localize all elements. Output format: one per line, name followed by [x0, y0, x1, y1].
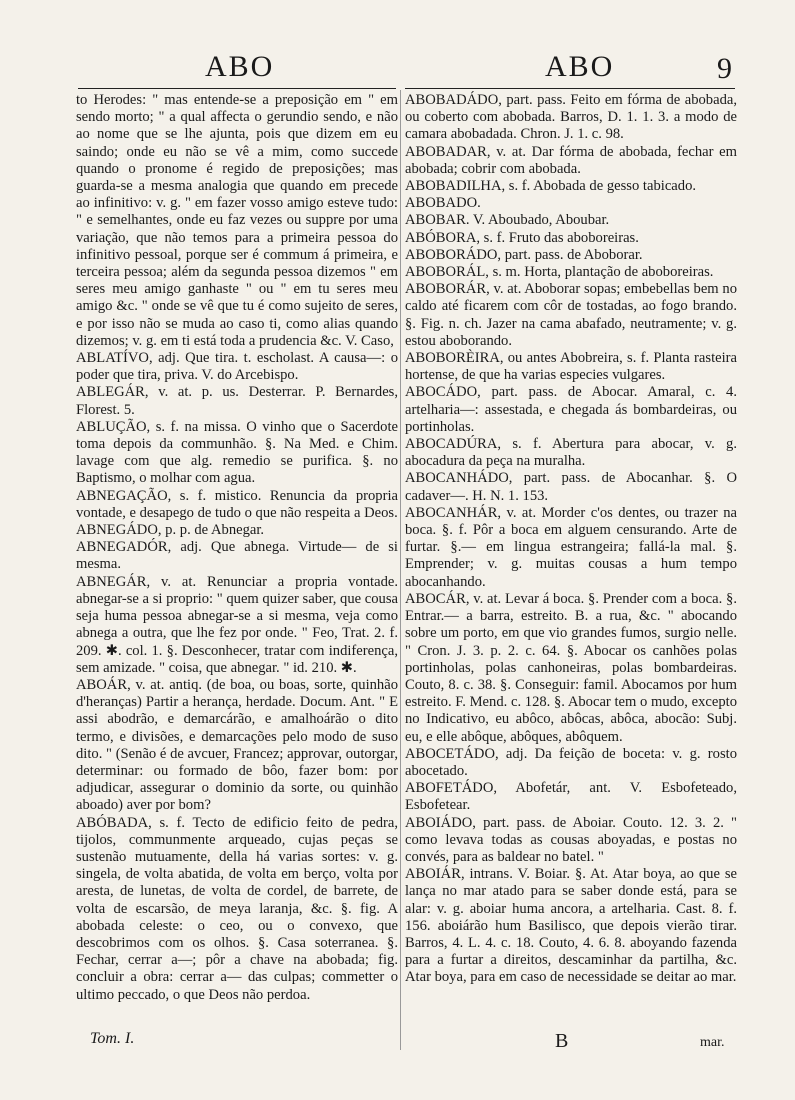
dictionary-entry: ABLATÍVO, adj. Que tira. t. escholast. A causa—: o poder que tira, priva. V. do Arcebispo.	[76, 350, 398, 384]
dictionary-entry: ABOCANHÁDO, part. pass. de Abocanhar. §. O cadaver—. H. N. 1. 153.	[405, 470, 737, 504]
left-column	[76, 92, 398, 1004]
dictionary-entry: ABLUÇÃO, s. f. na missa. O vinho que o Sacerdote toma depois da communhão. §. Na Med. e Chim. lavage com que alg. remedio se purifica. §. no Baptismo, o molhar com agua.	[76, 418, 398, 487]
page-number: 9	[717, 52, 732, 85]
dictionary-entry: ABOIÁR, intrans. V. Boiar. §. At. Atar boya, ao que se lança no mar atado para se saber donde está, para se alar: v. g. aboiar huma ancora, a artelharia. Cast. 8. f. 156. aboiárão hum Basilisco, que depois vierão tirar. Barros, 4. L. 4. c. 18. Couto, 4. 6. 8. aboyando fazenda para a furtar a direitos, descaminhar da partilha, &c. Atar boya, para em caso de necessidade se deitar ao mar.	[405, 866, 737, 986]
column-divider	[400, 90, 401, 1050]
dictionary-entry: ABOBADÁDO, part. pass. Feito em fórma de abobada, ou coberto com abobada. Barros, D. 1. 1. 3. a modo de camara abobadada. Chron. J. 1. c. 98.	[405, 92, 737, 143]
right-column	[405, 92, 737, 987]
dictionary-entry: ABOCÁR, v. at. Levar á boca. §. Prender com a boca. §. Entrar.— a barra, estreito. B. a rua, &c. " abocando sobre um porto, em que vio grandes fumos, surgio nelle. " Cron. J. 3. p. 2. c. 64. §. Abocar os canhões polas portinholas, polas canhoneiras, polas bombardeiras. Couto, 8. c. 38. §. Conseguir: famil. Abocamos por hum estreito. F. Mend. c. 128. §. Abocar tem o mudo, excepto no Indicativo, eu abôco, abôcas, abôca, abocão: Subj. eu, e elle abôque, abôques, abôquem.	[405, 590, 737, 745]
dictionary-entry: ABNEGADÓR, adj. Que abnega. Virtude— de si mesma.	[76, 539, 398, 573]
dictionary-entry: ABOCÁDO, part. pass. de Abocar. Amaral, c. 4. artelharia—: assestada, e chegada ás bombardeiras, ou portinholas.	[405, 384, 737, 435]
dictionary-entry: ABOFETÁDO, Abofetár, ant. V. Esbofeteado, Esbofetear.	[405, 780, 737, 814]
dictionary-entry: ABOIÁDO, part. pass. de Aboiar. Couto. 12. 3. 2. " como levava todas as cousas aboyadas, e postas no convés, para as baldear no batel. "	[405, 814, 737, 865]
dictionary-entry: ABOBORÈIRA, ou antes Abobreira, s. f. Planta rasteira hortense, de que ha varias especies vulgares.	[405, 350, 737, 384]
dictionary-entry: ABOBADAR, v. at. Dar fórma de abobada, fechar em abobada; cobrir com abobada.	[405, 143, 737, 177]
dictionary-entry: ABOBADO.	[405, 195, 481, 212]
running-head-left: ABO	[205, 50, 275, 83]
dictionary-entry: ABNEGÁDO, p. p. de Abnegar.	[76, 522, 265, 539]
dictionary-entry: ABOBADILHA, s. f. Abobada de gesso tabicado.	[405, 178, 697, 195]
dictionary-entry: ABÓBORA, s. f. Fruto das aboboreiras.	[405, 229, 639, 246]
dictionary-entry: ABOBORÁDO, part. pass. de Aboborar.	[405, 246, 643, 263]
dictionary-entry: ABNEGÁR, v. at. Renunciar a propria vontade. abnegar-se a si proprio: " quem quizer saber, que cousa seja huma pessoa abnegar-se a si mesma, veja como abnega a outra, que lhe fez por onde. " Feo, Trat. 2. f. 209. ✱. col. 1. §. Desconhecer, tratar com indiferença, sem amizade. " coisa, que abnegar. " id. 210. ✱.	[76, 573, 398, 676]
dictionary-entry: ABOBAR. V. Aboubado, Aboubar.	[405, 212, 610, 229]
dictionary-entry: ABOBORÁR, v. at. Aboborar sopas; embebellas bem no caldo até ficarem com côr de tostadas, ao fogo brando. §. Fig. n. ch. Jazer na cama abafado, neutramente; v. g. estou aboborando.	[405, 281, 737, 349]
running-head-right: ABO	[545, 50, 615, 83]
dictionary-entry: ABLEGÁR, v. at. p. us. Desterrar. P. Bernardes, Florest. 5.	[76, 384, 398, 418]
header-rule-right	[405, 88, 735, 89]
dictionary-entry: ABÓBADA, s. f. Tecto de edificio feito de pedra, tijolos, communmente arqueado, cujas peças se sustenão mutuamente, della há varias sortes: v. g. singela, de volta abatida, de volta em berço, volta por aresta, de lunetas, de volta de cordel, de barrete, de volta de escarsão, de meya laranja, &c. §. fig. A abobada celeste: o ceo, ou o convexo, que descobrimos com os olhos. §. Casa soterranea. §. Fechar, cerrar a—; pôr a chave na abobada; fig. concluir a obra: cerrar a— das culpas; commetter o ultimo peccado, o que Deos não perdoa.	[76, 814, 398, 1003]
dictionary-entry: ABOCADÚRA, s. f. Abertura para abocar, v. g. abocadura da peça na muralha.	[405, 436, 737, 470]
dictionary-entry: ABOBORÁL, s. m. Horta, plantação de aboboreiras.	[405, 264, 714, 281]
dictionary-entry: ABOCETÁDO, adj. Da feição de boceta: v. g. rosto abocetado.	[405, 745, 737, 779]
catchword: mar.	[700, 1035, 725, 1050]
signature-mark: B	[555, 1030, 569, 1052]
header-rule-left	[78, 88, 396, 89]
volume-label: Tom. I.	[90, 1030, 135, 1047]
dictionary-entry: ABOÁR, v. at. antiq. (de boa, ou boas, sorte, quinhão d'heranças) Partir a herança, herdade. Docum. Ant. " E assi abodrão, e demarcárão, e amalhoárão o dito termo, e divisões, e demarcações pelo modo de suso dito. " (Senão é de avcuer, Francez; approvar, outorgar, determinar: ou formado de bôo, fazer bom: por adjudicar, assegurar o dominio da sorte, ou quinhão aboado) aver por bom?	[76, 676, 398, 814]
dictionary-entry: to Herodes: " mas entende-se a preposição em " em sendo morto; " a qual affecta o gerundio sendo, e não ao nome que se lhe ajunta, pois que dizem em eu saindo; onde eu não se vê a mim, como succede quando o pronome é regido de preposições; mas guarda-se a mesma analogia que quando em precede ao infinitivo: v. g. " em fazer vosso amigo esteve tudo: " e semelhantes, onde eu faz vezes ou suppre por uma variação, que não temos para a primeira pessoa do infinitivo pessoal, porque ser é commum á primeira, e terceira pessoa; além da segunda pessoa dizemos " em seres meu amigo ganhaste " ou " em tu seres meu amigo &c. " onde se vê que tu é como sujeito de seres, e por isso não se muda ao caso ti, como alias quando dizemos; v. g. em ti está toda a prudencia &c. V. Caso,	[76, 92, 398, 349]
dictionary-entry: ABNEGAÇÃO, s. f. mistico. Renuncia da propria vontade, e desapego de tudo o que não respeita a Deos.	[76, 487, 398, 521]
dictionary-entry: ABOCANHÁR, v. at. Morder c'os dentes, ou trazer na boca. §. f. Pôr a boca em alguem censurando. Arte de furtar. §.— em lingua estrangeira; fallá-la mal. §. Emprender; v. g. muitas cousas a hum tempo abocanhando.	[405, 504, 737, 590]
